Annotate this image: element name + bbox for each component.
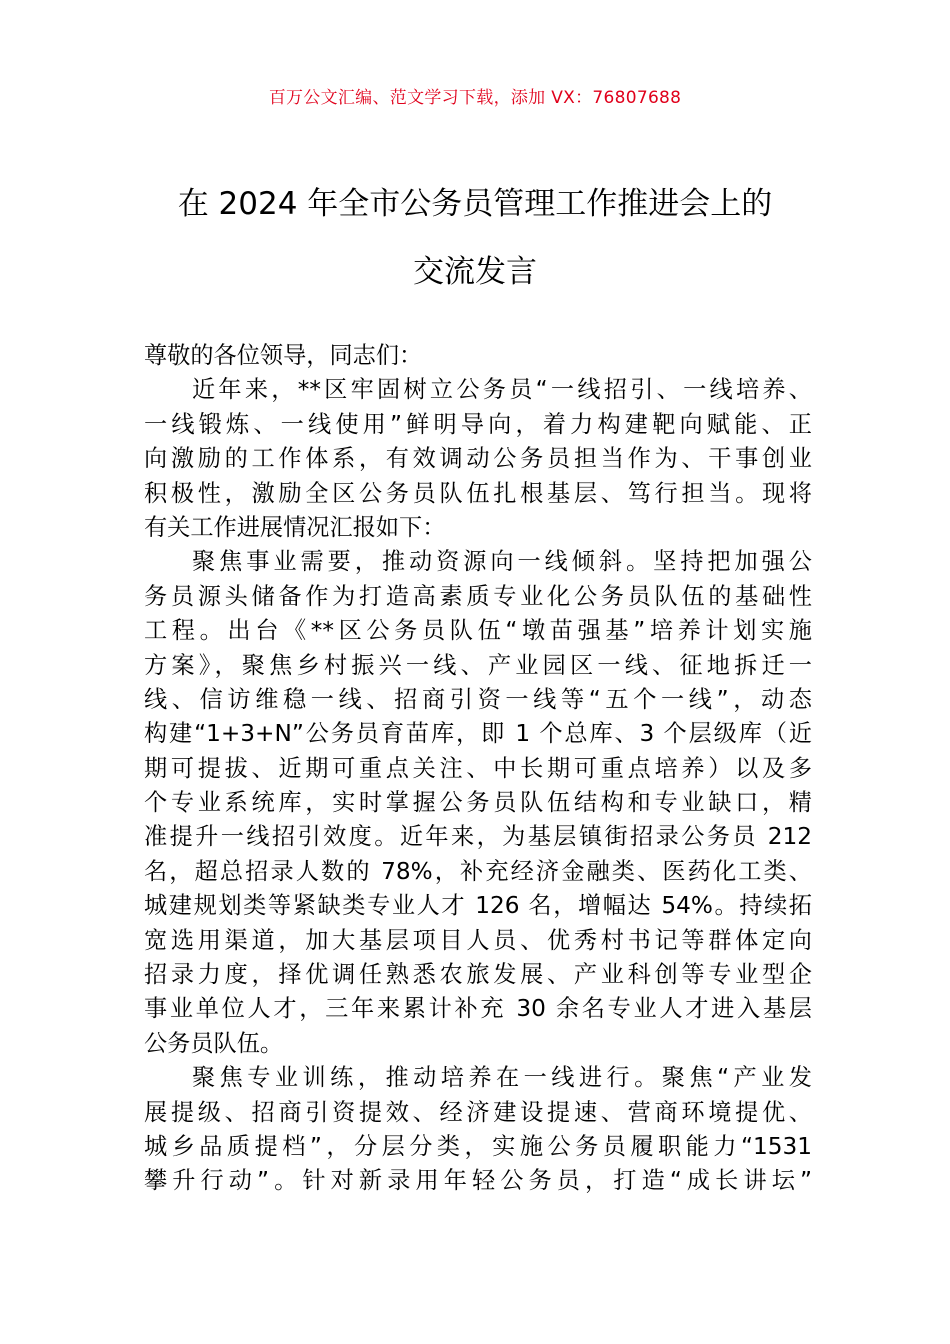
watermark-banner: 百万公文汇编、范文学习下载，添加 VX：76807688 [268,88,682,108]
document-body [144,339,812,1199]
body-line: 向激励的工作体系，有效调动公务员担当作为、干事创业 [144,445,812,473]
body-line: 宽选用渠道，加大基层项目人员、优秀村书记等群体定向 [144,926,812,954]
body-line: 城建规划类等紧缺类专业人才 126 名，增幅达 54%。持续拓 [144,892,812,920]
body-line: 积极性，激励全区公务员队伍扎根基层、笃行担当。现将 [144,479,812,507]
body-line: 工程。出台《**区公务员队伍“墩苗强基”培养计划实施 [144,617,812,645]
body-line: 准提升一线招引效度。近年来，为基层镇街招录公务员 212 [144,823,812,851]
body-line: 公务员队伍。 [144,1029,284,1057]
body-line: 方案》，聚焦乡村振兴一线、产业园区一线、征地拆迁一 [144,651,812,679]
body-line: 有关工作进展情况汇报如下： [144,513,446,541]
body-line: 期可提拔、近期可重点关注、中长期可重点培养）以及多 [144,754,812,782]
document-title-line-1: 在 2024 年全市公务员管理工作推进会上的 [177,186,773,222]
body-line: 城乡品质提档”，分层分类，实施公务员履职能力“1531 [144,1132,812,1160]
body-line: 个专业系统库，实时掌握公务员队伍结构和专业缺口，精 [144,789,812,817]
body-line: 招录力度，择优调任熟悉农旅发展、产业科创等专业型企 [144,961,812,989]
body-line: 名，超总招录人数的 78%，补充经济金融类、医药化工类、 [144,857,812,885]
body-line: 一线锻炼、一线使用”鲜明导向，着力构建靶向赋能、正 [144,410,812,438]
body-line: 事业单位人才，三年来累计补充 30 余名专业人才进入基层 [144,995,812,1023]
body-line: 展提级、招商引资提效、经济建设提速、营商环境提优、 [144,1098,812,1126]
body-line: 线、信访维稳一线、招商引资一线等“五个一线”，动态 [144,685,812,713]
body-line: 务员源头储备作为打造高素质专业化公务员队伍的基础性 [144,582,812,610]
document-title-line-2: 交流发言 [413,254,537,290]
body-line: 攀升行动”。针对新录用年轻公务员，打造“成长讲坛” [144,1167,812,1195]
body-line: 聚焦事业需要，推动资源向一线倾斜。坚持把加强公 [192,548,812,576]
body-line: 聚焦专业训练，推动培养在一线进行。聚焦“产业发 [192,1064,812,1092]
body-line: 近年来，**区牢固树立公务员“一线招引、一线培养、 [192,376,812,404]
salutation: 尊敬的各位领导，同志们： [144,342,423,369]
body-line: 构建“1+3+N”公务员育苗库，即 1 个总库、3 个层级库（近 [144,720,812,748]
